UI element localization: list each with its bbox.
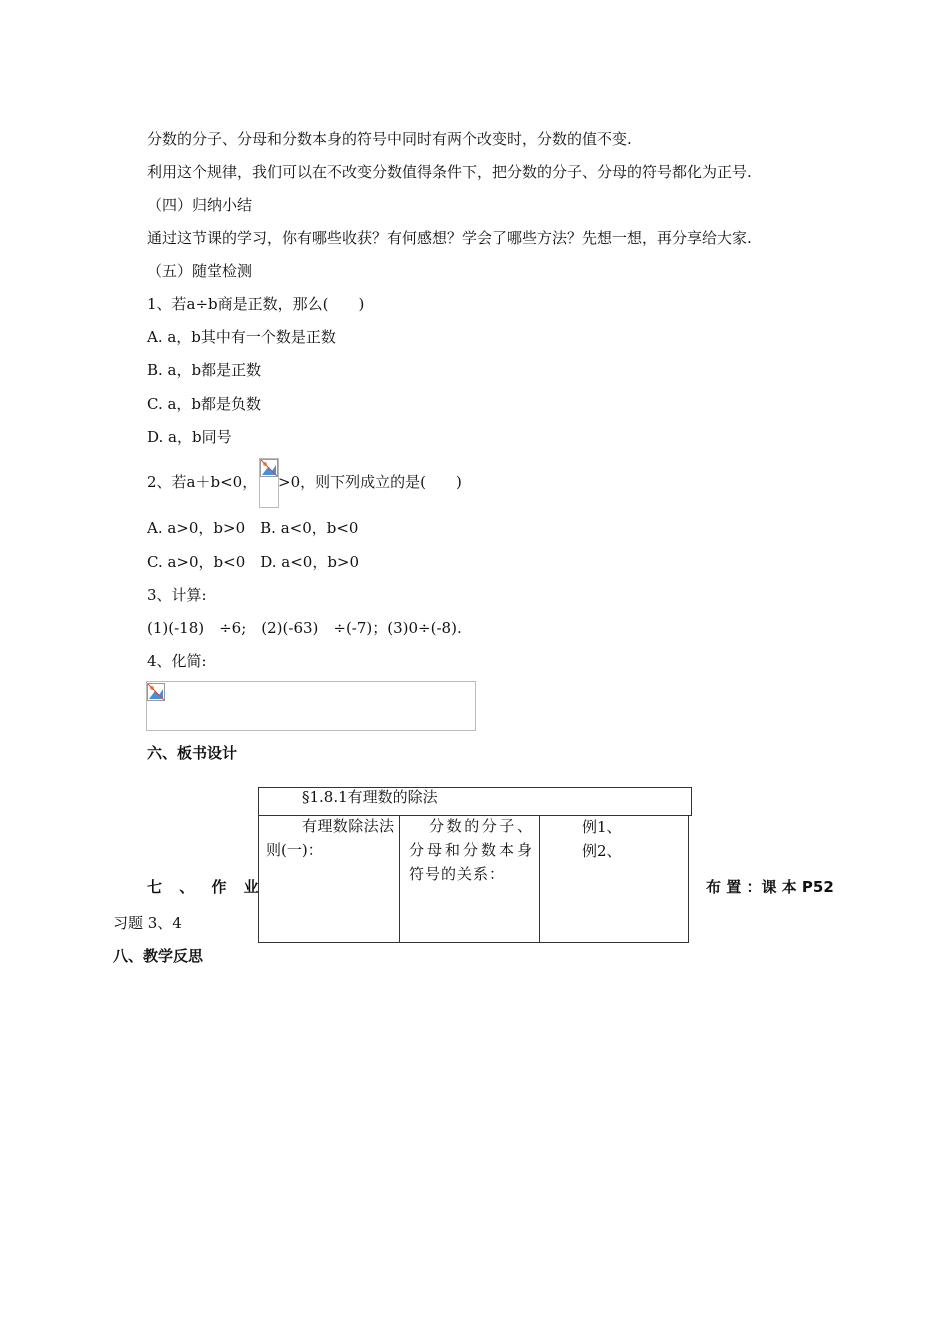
question-3-items: (1)(-18) ÷6; (2)(-63) ÷(-7)；(3)0÷(-8). bbox=[147, 619, 462, 637]
text-line: 通过这节课的学习，你有哪些收获？有何感想？学会了哪些方法？先想一想，再分享给大家. bbox=[147, 229, 752, 247]
option-c: C. a，b都是负数 bbox=[147, 395, 262, 413]
heading-summary: （四）归纳小结 bbox=[147, 196, 253, 214]
section-seven-heading: 七 、 作 业 bbox=[147, 878, 265, 896]
broken-image-icon bbox=[147, 683, 165, 701]
broken-image-icon bbox=[260, 459, 278, 477]
heading-quiz: （五）随堂检测 bbox=[147, 262, 253, 280]
board-example-1: 例1、 bbox=[582, 818, 622, 836]
option-d: D. a，b同号 bbox=[147, 428, 232, 446]
text-line: 利用这个规律，我们可以在不改变分数值得条件下，把分数的分子、分母的符号都化为正号. bbox=[147, 163, 752, 181]
text-line: 分数的分子、分母和分数本身的符号中同时有两个改变时，分数的值不变. bbox=[147, 130, 632, 148]
simplify-image-frame bbox=[146, 681, 476, 731]
board-col-1-text: 有理数除法法则(一)： bbox=[266, 817, 394, 859]
question-1: 1、若a÷b商是正数，那么( ) bbox=[147, 295, 365, 313]
question-3: 3、计算: bbox=[147, 586, 207, 604]
section-eight-heading: 八、教学反思 bbox=[113, 947, 204, 965]
board-title: §1.8.1有理数的除法 bbox=[302, 788, 438, 806]
section-six-heading: 六、板书设计 bbox=[147, 744, 238, 762]
option-a: A. a，b其中有一个数是正数 bbox=[147, 328, 336, 346]
options-ab: A. a>0，b>0 B. a<0，b<0 bbox=[147, 519, 359, 537]
question-2-left: 2、若a＋b<0， bbox=[147, 473, 258, 491]
question-4: 4、化简: bbox=[147, 652, 207, 670]
options-cd: C. a>0，b<0 D. a<0，b>0 bbox=[147, 553, 360, 571]
option-b: B. a，b都是正数 bbox=[147, 361, 262, 379]
section-seven-assignment bbox=[706, 877, 834, 897]
section-seven-label: 布 置 ：课 本 P52 bbox=[706, 878, 834, 896]
section-seven-exercise: 习题 3、4 bbox=[113, 914, 182, 932]
board-col-2-text: 分数的分子、分母和分数本身符号的关系： bbox=[409, 817, 533, 883]
board-example-2: 例2、 bbox=[582, 842, 622, 860]
question-2-right: >0，则下列成立的是( ) bbox=[278, 473, 462, 491]
